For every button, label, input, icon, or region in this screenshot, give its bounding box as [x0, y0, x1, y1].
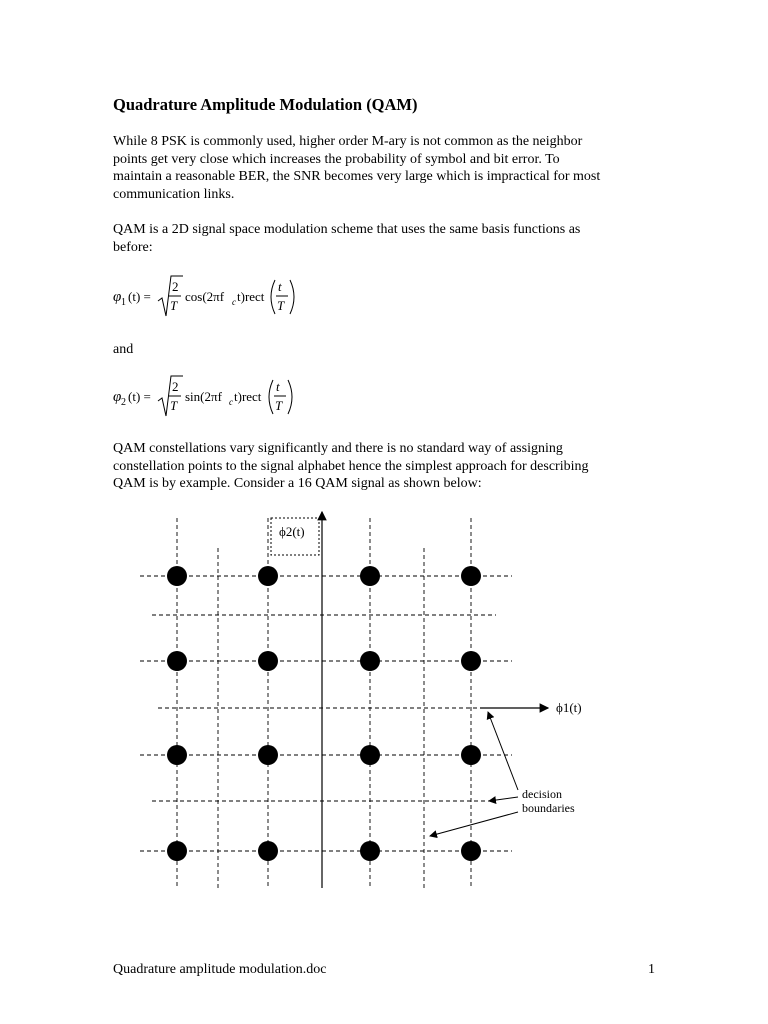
- grid-lines: [140, 518, 512, 888]
- sqrt-denominator: T: [170, 298, 178, 313]
- constellation-points: [167, 566, 481, 861]
- text-line: before:: [113, 239, 153, 255]
- eq-argument: (t) =: [128, 289, 151, 304]
- constellation-point: [461, 841, 481, 861]
- annotation-arrow: [430, 812, 518, 836]
- constellation-point: [360, 566, 380, 586]
- eq-symbol: φ: [113, 289, 122, 305]
- constellation-point: [167, 566, 187, 586]
- footer-page-number: 1: [648, 962, 655, 977]
- annotation-line: boundaries: [522, 801, 575, 815]
- eq-function-tail: t)rect: [237, 289, 265, 304]
- eq-function-tail: t)rect: [234, 389, 262, 404]
- text-line: points get very close which increases the probability of symbol and bit error. To: [113, 151, 560, 167]
- text-line: constellation points to the signal alphabet hence the simplest approach for describing: [113, 458, 589, 474]
- constellation-point: [167, 841, 187, 861]
- text-line: communication links.: [113, 186, 235, 202]
- constellation-point: [461, 566, 481, 586]
- constellation-point: [360, 651, 380, 671]
- constellation-point: [258, 651, 278, 671]
- rect-denominator: T: [275, 398, 283, 413]
- annotation-arrow: [489, 797, 518, 801]
- eq-function-subscript: c: [229, 397, 233, 407]
- constellation-point: [167, 651, 187, 671]
- sqrt-numerator: 2: [172, 379, 179, 394]
- eq-function: sin(2πf: [185, 389, 222, 404]
- sqrt-numerator: 2: [172, 279, 179, 294]
- constellation-point: [461, 651, 481, 671]
- text-line: QAM constellations vary significantly and there is no standard way of assigning: [113, 441, 563, 456]
- page-title: Quadrature Amplitude Modulation (QAM): [113, 95, 418, 114]
- constellation-point: [360, 745, 380, 765]
- eq-function-subscript: c: [232, 297, 236, 307]
- constellation-point: [360, 841, 380, 861]
- constellation-point: [258, 745, 278, 765]
- text-line: QAM is a 2D signal space modulation scheme that uses the same basis functions as: [113, 222, 581, 237]
- y-axis-label: ϕ2(t): [279, 524, 305, 539]
- sqrt-denominator: T: [170, 398, 178, 413]
- eq-argument: (t) =: [128, 389, 151, 404]
- eq-subscript: 2: [121, 397, 126, 408]
- rect-numerator: t: [276, 379, 280, 394]
- annotation-arrow: [488, 712, 518, 790]
- rect-numerator: t: [278, 279, 282, 294]
- constellation-point: [258, 841, 278, 861]
- annotation-line: decision: [522, 787, 562, 801]
- text-line: QAM is by example. Consider a 16 QAM signal as shown below:: [113, 476, 482, 491]
- footer-filename: Quadrature amplitude modulation.doc: [113, 962, 327, 977]
- eq-subscript: 1: [121, 297, 126, 308]
- constellation-point: [258, 566, 278, 586]
- text-line: maintain a reasonable BER, the SNR becomes very large which is impractical for most: [113, 169, 601, 184]
- eq-symbol: φ: [113, 389, 122, 405]
- decision-boundary-lines: [152, 548, 496, 888]
- and-text: and: [113, 342, 134, 357]
- constellation-point: [461, 745, 481, 765]
- x-axis-label: ϕ1(t): [556, 700, 582, 715]
- constellation-point: [167, 745, 187, 765]
- eq-function: cos(2πf: [185, 289, 225, 304]
- rect-denominator: T: [277, 298, 285, 313]
- text-line: While 8 PSK is commonly used, higher order M-ary is not common as the neighbor: [113, 134, 583, 149]
